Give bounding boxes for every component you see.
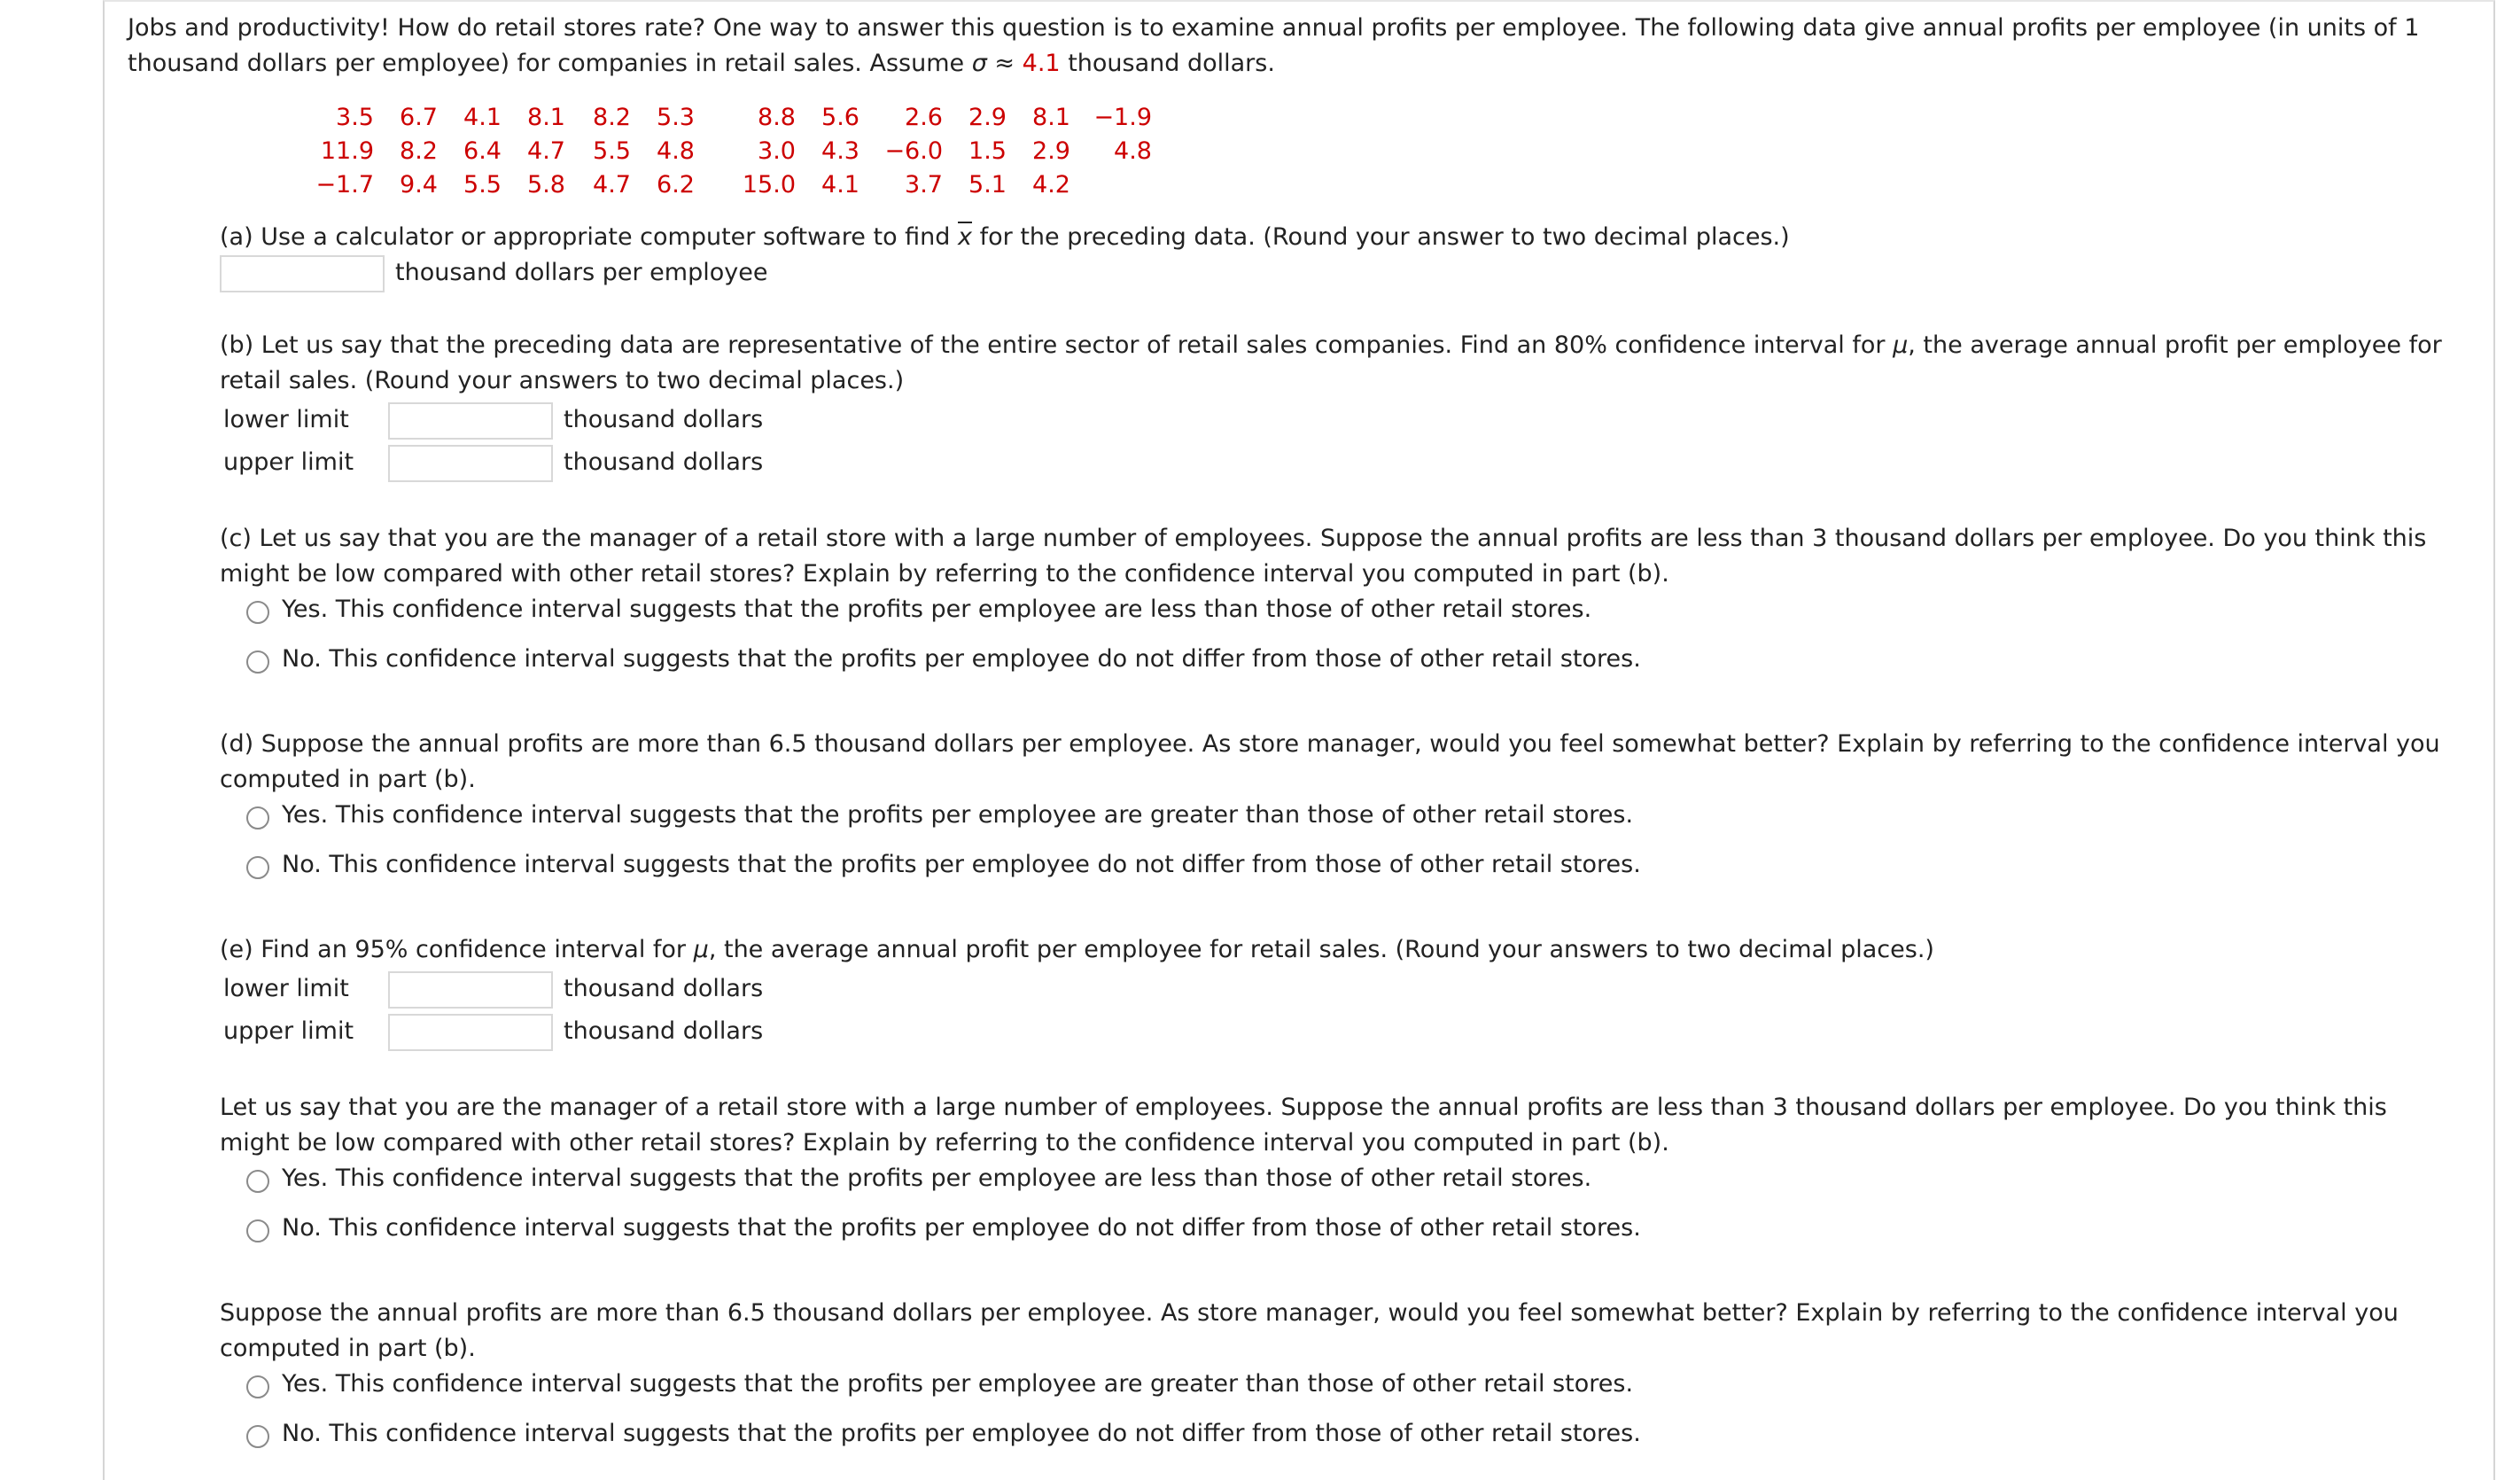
part-e (220, 932, 2462, 1053)
upper-limit-80-input[interactable] (388, 445, 553, 482)
radio-button[interactable] (246, 1375, 269, 1398)
radio-button[interactable] (246, 856, 269, 879)
option-label: No. This confidence interval suggests that the profits per employee do not differ from those of other retail stores. (282, 645, 1641, 673)
sigma-symbol: σ (971, 50, 987, 77)
part-g-option-no[interactable] (220, 1416, 2462, 1466)
part-c-prompt: (c) Let us say that you are the manager of a retail store with a large number of employees. Suppose the annual profits are less than 3 thousand dollars per employee. Do you think this might be low compared with other retail stores? Explain by referring to the confidence interval you computed in part (b). (220, 525, 2427, 588)
data-cell: 1.5 (968, 137, 1007, 165)
lower-limit-unit: thousand dollars (564, 406, 764, 433)
part-c-option-yes[interactable] (220, 592, 2462, 642)
lower-limit-95-input[interactable] (388, 971, 553, 1009)
data-cell: 4.2 (1032, 171, 1070, 199)
option-label: Yes. This confidence interval suggests that the profits per employee are less than those of other retail stores. (282, 596, 1592, 623)
data-row-3 (128, 168, 1152, 202)
part-b-lower-row (220, 399, 2462, 441)
intro-text: Jobs and productivity! How do retail stores rate? One way to answer this question is to examine annual profits per employee. The following data give annual profits per employee (in units of 1 thousand dollars per employee) for companies in retail sales. Assume (128, 14, 2420, 77)
part-e-prompt (220, 932, 2462, 968)
part-g (220, 1296, 2462, 1466)
radio-button[interactable] (246, 1170, 269, 1193)
data-cell: 3.5 (336, 104, 374, 131)
data-cell: 4.1 (821, 171, 859, 199)
part-f-prompt: Let us say that you are the manager of a retail store with a large number of employees. Suppose the annual profits are less than 3 thousand dollars per employee. Do you think this might be low compared with other retail stores? Explain by referring to the confidence interval you computed in part (b). (220, 1094, 2387, 1157)
data-cell: 4.7 (593, 171, 631, 199)
part-b (220, 328, 2462, 484)
mu-symbol: μ (1893, 331, 1909, 359)
data-cell (1070, 168, 1152, 202)
upper-limit-unit: thousand dollars (564, 1017, 764, 1045)
part-d (220, 727, 2462, 897)
data-cell: 5.8 (527, 171, 565, 199)
data-row-1 (128, 101, 1152, 135)
data-cell: 8.1 (527, 104, 565, 131)
option-label: Yes. This confidence interval suggests that the profits per employee are less than those of other retail stores. (282, 1165, 1592, 1192)
xbar-symbol: $\overline{x}$ (958, 223, 973, 251)
part-f-option-yes[interactable] (220, 1161, 2462, 1211)
part-e-prompt-text: (e) Find an 95% confidence interval for (220, 936, 687, 963)
part-g-prompt: Suppose the annual profits are more than 6.5 thousand dollars per employee. As store manager, would you feel somewhat better? Explain by referring to the confidence interval you computed in part (b). (220, 1299, 2399, 1362)
data-cell: 5.6 (821, 104, 859, 131)
data-cell: −1.9 (1093, 104, 1152, 131)
mean-input[interactable] (220, 255, 385, 292)
part-c (220, 521, 2462, 691)
problem-intro (128, 11, 2467, 82)
lower-limit-unit: thousand dollars (564, 975, 764, 1002)
mu-symbol: μ (693, 936, 709, 963)
part-a-prompt (220, 220, 2462, 255)
data-cell: 6.2 (657, 171, 695, 199)
upper-limit-95-input[interactable] (388, 1014, 553, 1051)
part-f (220, 1090, 2462, 1260)
data-cell: 4.1 (463, 104, 502, 131)
data-cell: 11.9 (320, 137, 374, 165)
mean-unit-label: thousand dollars per employee (395, 259, 768, 286)
data-cell: 4.7 (527, 137, 565, 165)
part-a-prompt-text-end: for the preceding data. (Round your answer to two decimal places.) (979, 223, 1790, 251)
data-cell: 6.7 (400, 104, 438, 131)
data-cell: 3.0 (758, 137, 796, 165)
approx-symbol: ≈ (994, 50, 1015, 77)
option-label: Yes. This confidence interval suggests that the profits per employee are greater than those of other retail stores. (282, 801, 1634, 829)
data-cell: 5.5 (593, 137, 631, 165)
radio-button[interactable] (246, 806, 269, 830)
data-cell: 4.3 (821, 137, 859, 165)
data-cell: 3.7 (905, 171, 943, 199)
data-row-2 (128, 135, 1152, 168)
lower-limit-80-input[interactable] (388, 402, 553, 440)
part-b-prompt (220, 328, 2462, 399)
data-cell: 5.5 (463, 171, 502, 199)
option-label: Yes. This confidence interval suggests that the profits per employee are greater than those of other retail stores. (282, 1370, 1634, 1398)
intro-text-end: thousand dollars. (1068, 50, 1275, 77)
data-cell: 4.8 (657, 137, 695, 165)
radio-button[interactable] (246, 1425, 269, 1448)
data-cell: 8.1 (1032, 104, 1070, 131)
data-cell: 8.2 (593, 104, 631, 131)
radio-button[interactable] (246, 601, 269, 624)
data-cell: 15.0 (742, 171, 796, 199)
data-cell: 5.1 (968, 171, 1007, 199)
option-label: No. This confidence interval suggests that the profits per employee do not differ from those of other retail stores. (282, 851, 1641, 878)
part-e-lower-row (220, 968, 2462, 1010)
part-f-option-no[interactable] (220, 1211, 2462, 1260)
radio-button[interactable] (246, 1219, 269, 1242)
data-cell: 6.4 (463, 137, 502, 165)
radio-button[interactable] (246, 650, 269, 674)
part-b-prompt-text: (b) Let us say that the preceding data are representative of the entire sector of retail sales companies. Find an 80% confidence interval for (220, 331, 1886, 359)
part-d-prompt: (d) Suppose the annual profits are more than 6.5 thousand dollars per employee. As store manager, would you feel somewhat better? Explain by referring to the confidence interval you computed in part (b). (220, 730, 2440, 793)
upper-limit-unit: thousand dollars (564, 448, 764, 476)
option-label: No. This confidence interval suggests that the profits per employee do not differ from those of other retail stores. (282, 1214, 1641, 1242)
part-d-option-no[interactable] (220, 847, 2462, 897)
data-cell: 9.4 (400, 171, 438, 199)
upper-limit-label: upper limit (223, 448, 354, 476)
option-label: No. This confidence interval suggests that the profits per employee do not differ from those of other retail stores. (282, 1420, 1641, 1447)
sigma-value: 4.1 (1022, 50, 1061, 77)
data-cell: −6.0 (884, 137, 943, 165)
data-cell: 5.3 (657, 104, 695, 131)
lower-limit-label: lower limit (223, 975, 349, 1002)
data-cell: 2.9 (1032, 137, 1070, 165)
data-cell: 8.8 (758, 104, 796, 131)
data-cell: −1.7 (315, 171, 374, 199)
part-b-upper-row (220, 441, 2462, 484)
part-a (220, 220, 2462, 298)
part-a-answer-row (220, 255, 2462, 298)
upper-limit-label: upper limit (223, 1017, 354, 1045)
part-e-prompt-text-end: , the average annual profit per employee for retail sales. (Round your answers to two decimal places.) (708, 936, 1934, 963)
data-cell: 2.9 (968, 104, 1007, 131)
part-c-option-no[interactable] (220, 642, 2462, 691)
data-cell: 8.2 (400, 137, 438, 165)
part-d-option-yes[interactable] (220, 798, 2462, 847)
part-b-prompt-text-end: , the average annual profit per employee for retail sales. (Round your answers to two decimal places.) (220, 331, 2442, 394)
part-a-prompt-text: (a) Use a calculator or appropriate computer software to find (220, 223, 951, 251)
part-g-option-yes[interactable] (220, 1367, 2462, 1416)
profits-data-table (128, 101, 1152, 202)
part-e-upper-row (220, 1010, 2462, 1053)
data-cell: 4.8 (1114, 137, 1152, 165)
lower-limit-label: lower limit (223, 406, 349, 433)
data-cell: 2.6 (905, 104, 943, 131)
